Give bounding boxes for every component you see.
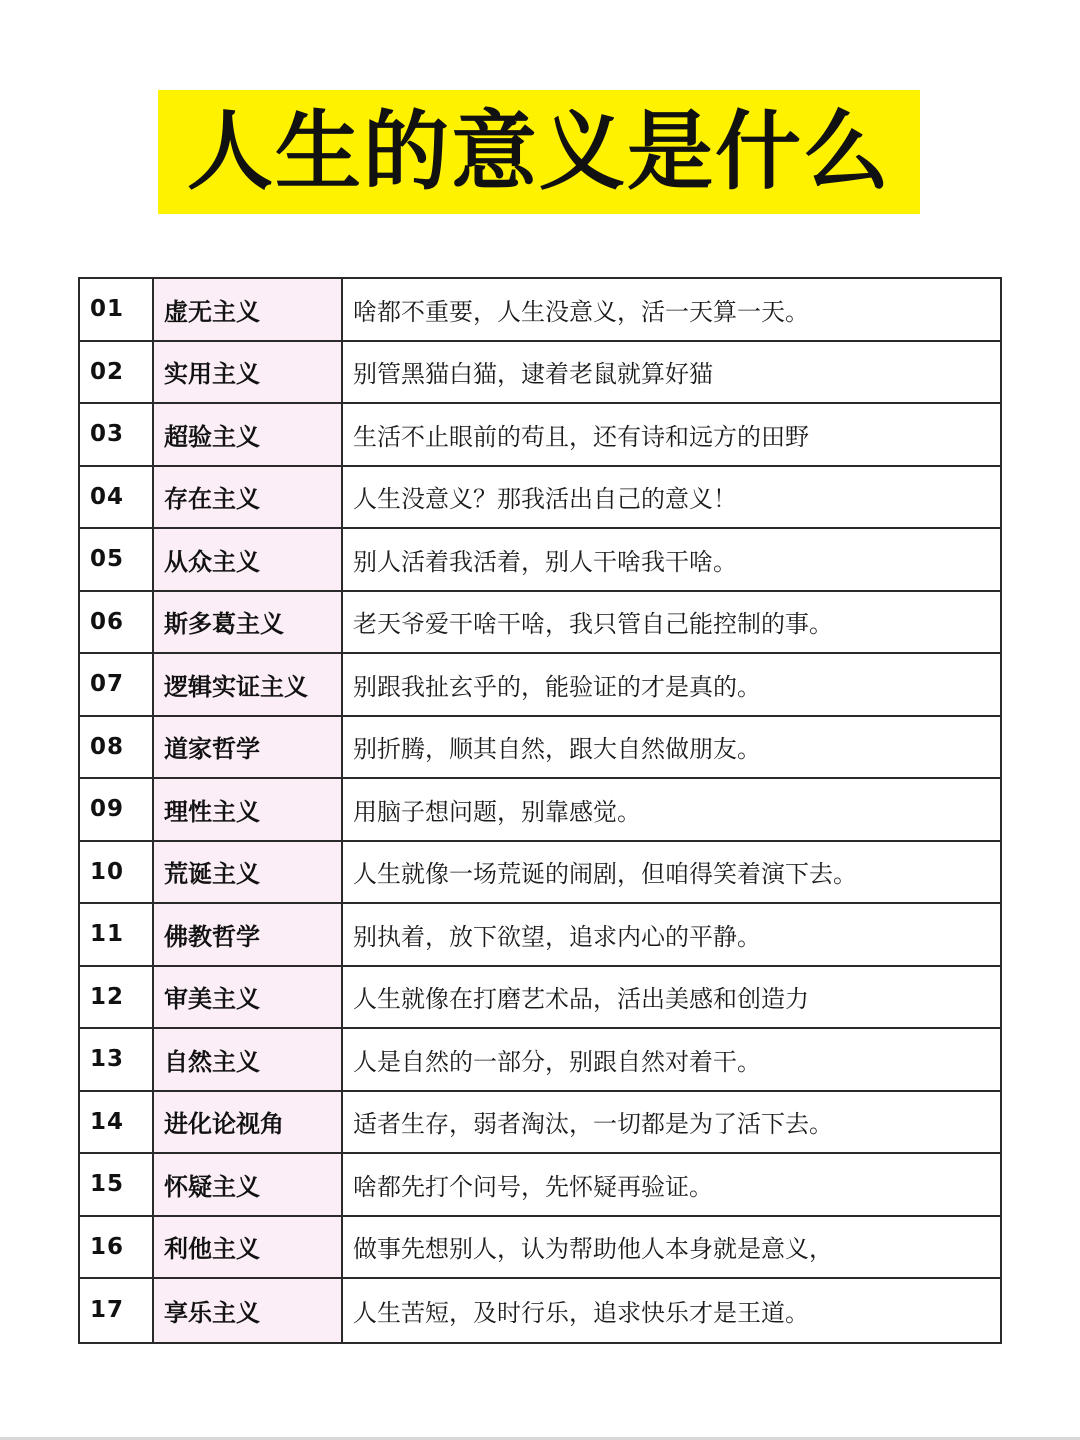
table-row bbox=[80, 1154, 1000, 1217]
philosophy-name: 超验主义 bbox=[154, 404, 343, 465]
table-row bbox=[80, 1217, 1000, 1280]
philosophy-name: 逻辑实证主义 bbox=[154, 654, 343, 715]
table-row bbox=[80, 467, 1000, 530]
philosophy-name: 虚无主义 bbox=[154, 279, 343, 340]
philosophy-description: 啥都先打个问号，先怀疑再验证。 bbox=[353, 1172, 713, 1201]
table-row bbox=[80, 654, 1000, 717]
row-number: 11 bbox=[80, 904, 154, 965]
philosophy-name: 自然主义 bbox=[154, 1029, 343, 1090]
philosophy-name: 荒诞主义 bbox=[154, 842, 343, 903]
philosophy-name: 实用主义 bbox=[154, 342, 343, 403]
philosophy-description: 人生苦短，及时行乐，追求快乐才是王道。 bbox=[353, 1298, 809, 1327]
philosophy-name: 佛教哲学 bbox=[154, 904, 343, 965]
philosophy-description: 生活不止眼前的苟且，还有诗和远方的田野 bbox=[353, 422, 809, 451]
philosophy-description: 用脑子想问题，别靠感觉。 bbox=[353, 797, 641, 826]
philosophy-name: 怀疑主义 bbox=[154, 1154, 343, 1215]
philosophy-description: 别执着，放下欲望，追求内心的平静。 bbox=[353, 922, 761, 951]
row-number: 08 bbox=[80, 717, 154, 778]
table-row bbox=[80, 342, 1000, 405]
philosophy-name: 利他主义 bbox=[154, 1217, 343, 1278]
row-number: 02 bbox=[80, 342, 154, 403]
philosophy-description: 适者生存，弱者淘汰，一切都是为了活下去。 bbox=[353, 1110, 833, 1139]
philosophy-description: 别管黑猫白猫，逮着老鼠就算好猫 bbox=[353, 360, 713, 389]
row-number: 15 bbox=[80, 1154, 154, 1215]
row-number: 05 bbox=[80, 529, 154, 590]
philosophy-name: 存在主义 bbox=[154, 467, 343, 528]
row-number: 03 bbox=[80, 404, 154, 465]
row-number: 06 bbox=[80, 592, 154, 653]
philosophy-description: 做事先想别人，认为帮助他人本身就是意义， bbox=[353, 1235, 833, 1264]
philosophy-name: 进化论视角 bbox=[154, 1092, 343, 1153]
table-row bbox=[80, 1029, 1000, 1092]
table-row bbox=[80, 717, 1000, 780]
row-number: 04 bbox=[80, 467, 154, 528]
row-number: 17 bbox=[80, 1279, 154, 1342]
row-number: 12 bbox=[80, 967, 154, 1028]
philosophy-name: 审美主义 bbox=[154, 967, 343, 1028]
row-number: 10 bbox=[80, 842, 154, 903]
philosophy-name: 斯多葛主义 bbox=[154, 592, 343, 653]
row-number: 07 bbox=[80, 654, 154, 715]
philosophy-name: 从众主义 bbox=[154, 529, 343, 590]
philosophy-name: 理性主义 bbox=[154, 779, 343, 840]
title-banner bbox=[158, 90, 920, 214]
philosophy-name: 享乐主义 bbox=[154, 1279, 343, 1342]
row-number: 09 bbox=[80, 779, 154, 840]
philosophy-description: 人生就像在打磨艺术品，活出美感和创造力 bbox=[353, 985, 809, 1014]
philosophy-description: 别人活着我活着，别人干啥我干啥。 bbox=[353, 547, 737, 576]
philosophy-description: 别跟我扯玄乎的，能验证的才是真的。 bbox=[353, 672, 761, 701]
table-row bbox=[80, 904, 1000, 967]
row-number: 16 bbox=[80, 1217, 154, 1278]
philosophy-description: 人是自然的一部分，别跟自然对着干。 bbox=[353, 1047, 761, 1076]
table-row bbox=[80, 842, 1000, 905]
philosophy-description: 老天爷爱干啥干啥，我只管自己能控制的事。 bbox=[353, 610, 833, 639]
row-number: 13 bbox=[80, 1029, 154, 1090]
philosophy-table bbox=[78, 277, 1002, 1344]
philosophy-name: 道家哲学 bbox=[154, 717, 343, 778]
philosophy-description: 人生没意义？那我活出自己的意义！ bbox=[353, 485, 737, 514]
table-row bbox=[80, 592, 1000, 655]
philosophy-description: 啥都不重要，人生没意义，活一天算一天。 bbox=[353, 297, 809, 326]
table-row bbox=[80, 779, 1000, 842]
philosophy-description: 人生就像一场荒诞的闹剧，但咱得笑着演下去。 bbox=[353, 860, 857, 889]
page-title: 人生的意义是什么 bbox=[187, 102, 891, 202]
table-row bbox=[80, 279, 1000, 342]
philosophy-description: 别折腾，顺其自然，跟大自然做朋友。 bbox=[353, 735, 761, 764]
row-number: 14 bbox=[80, 1092, 154, 1153]
table-row bbox=[80, 404, 1000, 467]
table-row bbox=[80, 967, 1000, 1030]
table-row bbox=[80, 529, 1000, 592]
row-number: 01 bbox=[80, 279, 154, 340]
table-row bbox=[80, 1092, 1000, 1155]
table-row bbox=[80, 1279, 1000, 1342]
